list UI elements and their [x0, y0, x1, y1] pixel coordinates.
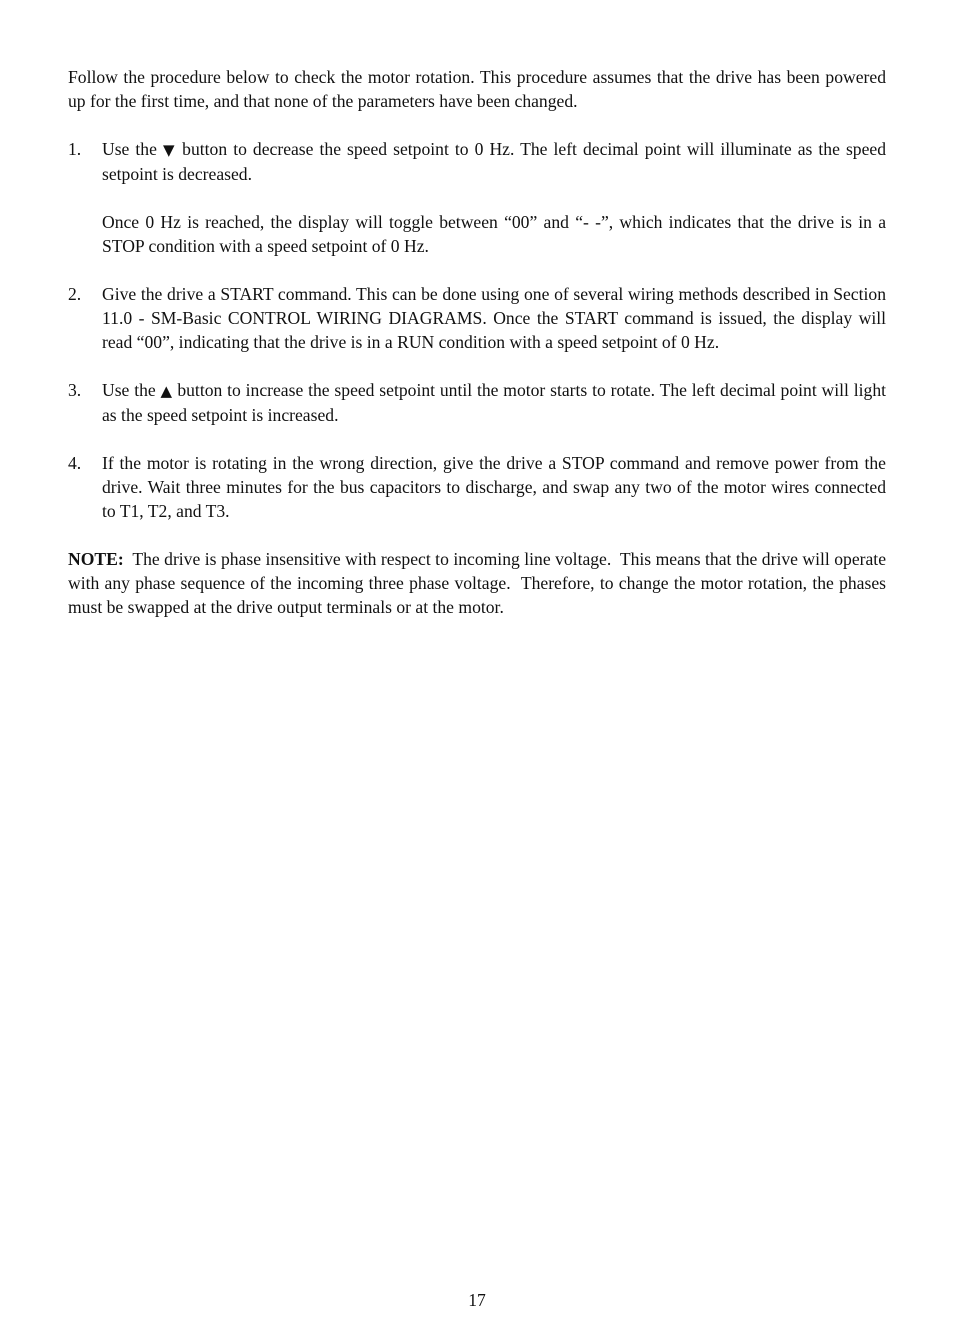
- step-1: [68, 137, 886, 258]
- note-label: NOTE:: [68, 549, 124, 569]
- step-1-paragraph-1: [102, 137, 886, 186]
- step-3-paragraph: [102, 378, 886, 427]
- down-arrow-icon: ▼: [162, 141, 177, 159]
- step-number: 3.: [68, 380, 82, 400]
- step-4: [68, 451, 886, 523]
- step-number: 1.: [68, 139, 82, 159]
- step-text: button to decrease the speed setpoint to 0 Hz. The left decimal point will illuminate as the speed setpoint is decreased.: [102, 139, 886, 184]
- page-number: 17: [468, 1290, 486, 1310]
- step-number: 4.: [68, 453, 82, 473]
- note-paragraph: [68, 547, 891, 619]
- procedure-steps: [68, 137, 886, 523]
- intro-paragraph: Follow the procedure below to check the motor rotation. This procedure assumes that the drive has been powered up for the first time, and that none of the parameters have been changed.: [68, 67, 886, 111]
- step-text: Use the: [102, 139, 163, 159]
- note-text: The drive is phase insensitive with respect to incoming line voltage. This means that the drive will operate with any phase sequence of the incoming three phase voltage. Therefore, to change the motor rotation, the phases must be swapped at the drive output terminals or at the motor.: [68, 549, 891, 617]
- step-3: [68, 378, 886, 427]
- document-body: [68, 65, 891, 619]
- step-1-paragraph-2: Once 0 Hz is reached, the display will toggle between “00” and “- -”, which indicates that the drive is in a STOP condition with a speed setpoint of 0 Hz.: [102, 212, 886, 256]
- step-2: [68, 282, 886, 354]
- step-number: 2.: [68, 284, 82, 304]
- step-text: button to increase the speed setpoint until the motor starts to rotate. The left decimal point will light as the speed setpoint is increased.: [102, 380, 886, 425]
- step-2-paragraph: Give the drive a START command. This can be done using one of several wiring methods described in Section 11.0 - SM-Basic CONTROL WIRING DIAGRAMS. Once the START command is issued, the display will read “00”, indicating that the drive is in a RUN condition with a speed setpoint of 0 Hz.: [102, 284, 886, 352]
- step-4-paragraph: If the motor is rotating in the wrong direction, give the drive a STOP command and remove power from the drive. Wait three minutes for the bus capacitors to discharge, and swap any two of the motor wires connected to T1, T2, and T3.: [102, 453, 886, 521]
- up-arrow-icon: ▲: [160, 382, 173, 400]
- step-text: Use the: [102, 380, 161, 400]
